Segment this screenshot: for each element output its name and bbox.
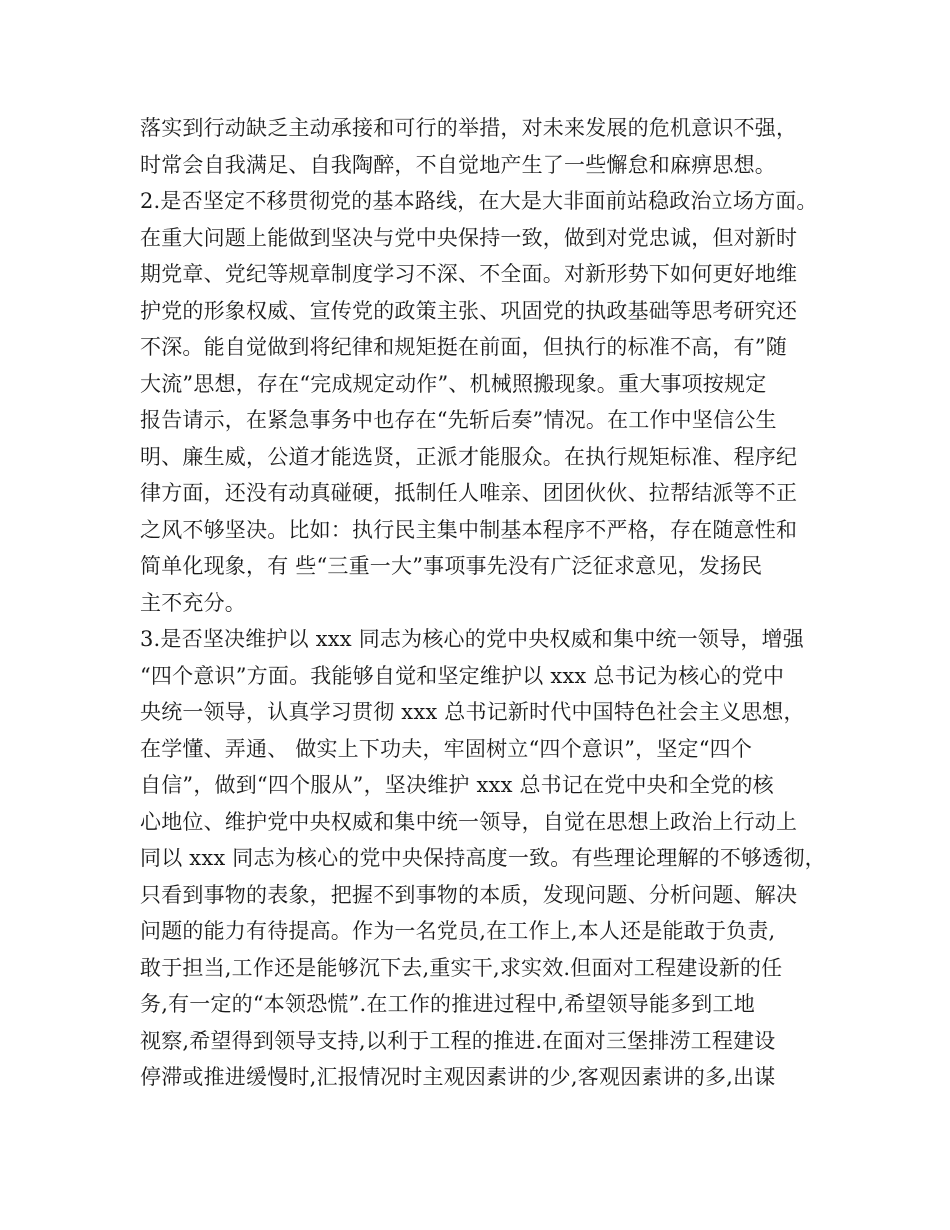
document-body — [140, 110, 830, 1096]
text-line: 问题的能力有待提高。作为一名党员,在工作上,本人还是能敢于负责, — [140, 919, 776, 943]
text-line: 之风不够坚决。比如：执行民主集中制基本程序不严格，存在随意性和 — [140, 517, 798, 542]
text-line: 央统一领导，认真学习贯彻 xxx 总书记新时代中国特色社会主义思想， — [140, 700, 805, 724]
text-line: 落实到行动缺乏主动承接和可行的举措，对未来发展的危机意识不强， — [140, 116, 798, 140]
text-line: 敢于担当,工作还是能够沉下去,重实干,求实效.但面对工程建设新的任 — [140, 955, 783, 980]
text-line: 明、廉生威，公道才能选贤，正派才能服众。在执行规矩标准、程序纪 — [140, 444, 798, 469]
text-line: 停滞或推进缓慢时,汇报情况时主观因素讲的少,客观因素讲的多,出谋 — [140, 1065, 776, 1089]
text-line: 同以 xxx 同志为核心的党中央保持高度一致。有些理论理解的不够透彻， — [140, 846, 826, 870]
text-line: 3.是否坚决维护以 xxx 同志为核心的党中央权威和集中统一领导，增强 — [140, 627, 804, 651]
text-line: 在重大问题上能做到坚决与党中央保持一致，做到对党忠诚，但对新时 — [140, 225, 798, 250]
text-line: 只看到事物的表象，把握不到事物的本质，发现问题、分析问题、解决 — [140, 882, 798, 907]
text-line: 不深。能自觉做到将纪律和规矩挺在前面，但执行的标准不高，有”随 — [140, 335, 787, 359]
text-line: 2.是否坚定不移贯彻党的基本路线，在大是大非面前站稳政治立场方面。 — [140, 189, 818, 213]
text-line: 简单化现象，有 些“三重一大”事项事先没有广泛征求意见，发扬民 — [140, 554, 763, 578]
text-line: 期党章、党纪等规章制度学习不深、不全面。对新形势下如何更好地维 — [140, 262, 798, 286]
text-line: 务,有一定的“本领恐慌”.在工作的推进过程中,希望领导能多到工地 — [140, 992, 755, 1016]
text-line: 心地位、维护党中央权威和集中统一领导，自觉在思想上政治上行动上 — [140, 809, 798, 834]
text-line: 视察,希望得到领导支持,以利于工程的推进.在面对三堡排涝工程建设 — [140, 1028, 776, 1053]
text-line: 在学懂、弄通、 做实上下功夫，牢固树立“四个意识”，坚定“四个 — [140, 736, 753, 761]
text-line: 时常会自我满足、自我陶醉，不自觉地产生了一些懈怠和麻痹思想。 — [140, 152, 776, 177]
text-line: “四个意识”方面。我能够自觉和坚定维护以 xxx 总书记为核心的党中 — [140, 663, 785, 688]
text-line: 主不充分。 — [140, 590, 246, 615]
text-line: 大流”思想，存在“完成规定动作”、机械照搬现象。重大事项按规定 — [140, 371, 767, 396]
text-line: 律方面，还没有动真碰硬，抵制任人唯亲、团团伙伙、拉帮结派等不正 — [140, 481, 798, 505]
text-line: 报告请示，在紧急事务中也存在“先斩后奏”情况。在工作中坚信公生 — [140, 408, 777, 432]
text-line: 自信”，做到“四个服从”，坚决维护 xxx 总书记在党中央和全党的核 — [140, 773, 774, 797]
text-line: 护党的形象权威、宣传党的政策主张、巩固党的执政基础等思考研究还 — [140, 298, 798, 323]
